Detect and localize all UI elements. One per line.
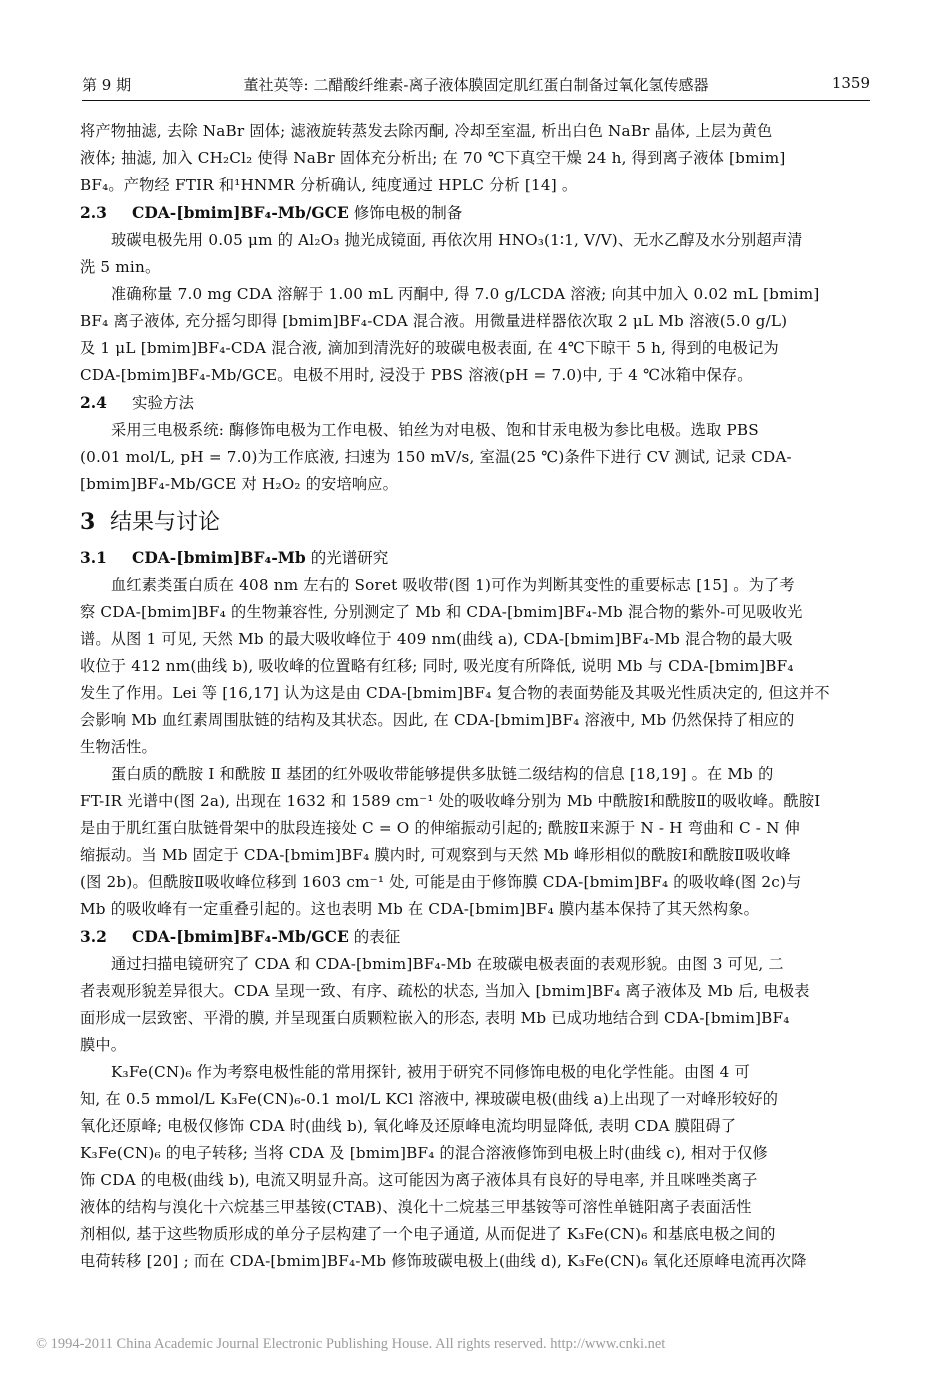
text-line: 洗 5 min。 bbox=[80, 258, 161, 276]
paragraph-experimental-method bbox=[80, 417, 880, 498]
text-line: (图 2b)。但酰胺Ⅱ吸收峰位移到 1603 cm⁻¹ 处, 可能是由于修饰膜 CDA-[bmim]BF₄ 的吸收峰(图 2c)与 bbox=[80, 873, 802, 891]
text-line: 缩振动。当 Mb 固定于 CDA-[bmim]BF₄ 膜内时, 可观察到与天然 Mb 峰形相似的酰胺Ⅰ和酰胺Ⅱ吸收峰 bbox=[80, 846, 791, 864]
section-number: 3.1 bbox=[80, 548, 107, 567]
section-heading-3-2 bbox=[80, 923, 880, 951]
paragraph-ftir bbox=[80, 761, 880, 923]
text-line: 液体的结构与溴化十六烷基三甲基铵(CTAB)、溴化十二烷基三甲基铵等可溶性单链阳离子表面活性 bbox=[80, 1198, 752, 1216]
section-number: 3 bbox=[80, 509, 96, 535]
text-line: 玻碳电极先用 0.05 μm 的 Al₂O₃ 抛光成镜面, 再依次用 HNO₃(1∶1, V/V)、无水乙醇及水分别超声清 bbox=[111, 231, 803, 249]
running-header bbox=[82, 70, 870, 101]
paragraph-electrode-preparation bbox=[80, 281, 880, 389]
text-line: K₃Fe(CN)₆ 的电子转移; 当将 CDA 及 [bmim]BF₄ 的混合溶液修饰到电极上时(曲线 c), 相对于仅修 bbox=[80, 1144, 768, 1162]
paragraph-ionic-liquid-synthesis bbox=[80, 118, 880, 199]
page-number: 1359 bbox=[831, 74, 870, 92]
section-title-bold: CDA-[bmim]BF₄-Mb/GCE bbox=[132, 203, 349, 222]
section-title-rest: 的表征 bbox=[348, 928, 401, 946]
section-heading-2-4 bbox=[80, 389, 880, 417]
text-line: K₃Fe(CN)₆ 作为考察电极性能的常用探针, 被用于研究不同修饰电极的电化学性能。由图 4 可 bbox=[111, 1063, 750, 1081]
text-line: 电荷转移 [20] ; 而在 CDA-[bmim]BF₄-Mb 修饰玻碳电极上(曲线 d), K₃Fe(CN)₆ 氧化还原峰电流再次降 bbox=[80, 1252, 807, 1270]
paragraph-electrode-polishing bbox=[80, 227, 880, 281]
text-line: BF₄ 离子液体, 充分摇匀即得 [bmim]BF₄-CDA 混合液。用微量进样器依次取 2 μL Mb 溶液(5.0 g/L) bbox=[80, 312, 788, 330]
text-line: 是由于肌红蛋白肽链骨架中的肽段连接处 C = O 的伸缩振动引起的; 酰胺Ⅱ来源于 N - H 弯曲和 C - N 伸 bbox=[80, 819, 801, 837]
section-title-rest: 实验方法 bbox=[132, 394, 195, 412]
text-line: 采用三电极系统: 酶修饰电极为工作电极、铂丝为对电极、饱和甘汞电极为参比电极。选取 PBS bbox=[111, 421, 759, 439]
text-line: (0.01 mol/L, pH = 7.0)为工作底液, 扫速为 150 mV/s, 室温(25 ℃)条件下进行 CV 测试, 记录 CDA- bbox=[80, 448, 792, 466]
section-title-rest: 修饰电极的制备 bbox=[348, 204, 463, 222]
text-line: 者表观形貌差异很大。CDA 呈现一致、有序、疏松的状态, 当加入 [bmim]BF₄ 离子液体及 Mb 后, 电极表 bbox=[80, 982, 810, 1000]
text-line: 饰 CDA 的电极(曲线 b), 电流又明显升高。这可能因为离子液体具有良好的导电率, 并且咪唑类离子 bbox=[80, 1171, 758, 1189]
text-line: 生物活性。 bbox=[80, 738, 157, 756]
section-heading-2-3 bbox=[80, 199, 880, 227]
text-line: 察 CDA-[bmim]BF₄ 的生物兼容性, 分别测定了 Mb 和 CDA-[bmim]BF₄-Mb 混合物的紫外-可见吸收光 bbox=[80, 603, 803, 621]
text-line: [bmim]BF₄-Mb/GCE 对 H₂O₂ 的安培响应。 bbox=[80, 475, 399, 493]
text-line: 收位于 412 nm(曲线 b), 吸收峰的位置略有红移; 同时, 吸光度有所降低, 说明 Mb 与 CDA-[bmim]BF₄ bbox=[80, 657, 794, 675]
text-line: 液体; 抽滤, 加入 CH₂Cl₂ 使得 NaBr 固体充分析出; 在 70 ℃下真空干燥 24 h, 得到离子液体 [bmim] bbox=[80, 149, 786, 167]
text-line: 面形成一层致密、平滑的膜, 并呈现蛋白质颗粒嵌入的形态, 表明 Mb 已成功地结合到 CDA-[bmim]BF₄ bbox=[80, 1009, 790, 1027]
text-line: BF₄。产物经 FTIR 和¹HNMR 分析确认, 纯度通过 HPLC 分析 [14] 。 bbox=[80, 176, 578, 194]
paragraph-ferricyanide-probe bbox=[80, 1059, 880, 1275]
section-title: 结果与讨论 bbox=[110, 510, 221, 535]
text-line: 谱。从图 1 可见, 天然 Mb 的最大吸收峰位于 409 nm(曲线 a), CDA-[bmim]BF₄-Mb 混合物的最大吸 bbox=[80, 630, 793, 648]
section-number: 2.3 bbox=[80, 203, 107, 222]
section-heading-3-1 bbox=[80, 544, 880, 572]
text-line: 剂相似, 基于这些物质形成的单分子层构建了一个电子通道, 从而促进了 K₃Fe(CN)₆ 和基底电极之间的 bbox=[80, 1225, 776, 1243]
section-number: 2.4 bbox=[80, 393, 107, 412]
section-title-bold: CDA-[bmim]BF₄-Mb/GCE bbox=[132, 927, 349, 946]
text-line: 及 1 μL [bmim]BF₄-CDA 混合液, 滴加到清洗好的玻碳电极表面, 在 4℃下晾干 5 h, 得到的电极记为 bbox=[80, 339, 779, 357]
section-title-bold: CDA-[bmim]BF₄-Mb bbox=[132, 548, 306, 567]
text-line: 将产物抽滤, 去除 NaBr 固体; 滤液旋转蒸发去除丙酮, 冷却至室温, 析出白色 NaBr 晶体, 上层为黄色 bbox=[80, 122, 773, 140]
article-body bbox=[80, 118, 880, 1275]
text-line: 膜中。 bbox=[80, 1036, 127, 1054]
text-line: 会影响 Mb 血红素周围肽链的结构及其状态。因此, 在 CDA-[bmim]BF₄ 溶液中, Mb 仍然保持了相应的 bbox=[80, 711, 795, 729]
section-number: 3.2 bbox=[80, 927, 107, 946]
section-title-rest: 的光谱研究 bbox=[305, 549, 389, 567]
text-line: 准确称量 7.0 mg CDA 溶解于 1.00 mL 丙酮中, 得 7.0 g/LCDA 溶液; 向其中加入 0.02 mL [bmim] bbox=[111, 285, 820, 303]
running-title: 董社英等: 二醋酸纤维素-离子液体膜固定肌红蛋白制备过氧化氢传感器 bbox=[243, 76, 709, 94]
paragraph-sem bbox=[80, 951, 880, 1059]
text-line: Mb 的吸收峰有一定重叠引起的。这也表明 Mb 在 CDA-[bmim]BF₄ 膜内基本保持了其天然构象。 bbox=[80, 900, 760, 918]
text-line: 知, 在 0.5 mmol/L K₃Fe(CN)₆-0.1 mol/L KCl 溶液中, 裸玻碳电极(曲线 a)上出现了一对峰形较好的 bbox=[80, 1090, 779, 1108]
text-line: FT-IR 光谱中(图 2a), 出现在 1632 和 1589 cm⁻¹ 处的吸收峰分别为 Mb 中酰胺Ⅰ和酰胺Ⅱ的吸收峰。酰胺Ⅰ bbox=[80, 792, 821, 810]
text-line: 通过扫描电镜研究了 CDA 和 CDA-[bmim]BF₄-Mb 在玻碳电极表面的表观形貌。由图 3 可见, 二 bbox=[111, 955, 784, 973]
text-line: 氧化还原峰; 电极仅修饰 CDA 时(曲线 b), 氧化峰及还原峰电流均明显降低, 表明 CDA 膜阻碍了 bbox=[80, 1117, 737, 1135]
text-line: 蛋白质的酰胺 Ⅰ 和酰胺 Ⅱ 基团的红外吸收带能够提供多肽链二级结构的信息 [18,19] 。在 Mb 的 bbox=[111, 765, 774, 783]
section-heading-3 bbox=[80, 500, 880, 544]
text-line: 发生了作用。Lei 等 [16,17] 认为这是由 CDA-[bmim]BF₄ 复合物的表面势能及其吸光性质决定的, 但这并不 bbox=[80, 684, 830, 702]
copyright-footer: © 1994-2011 China Academic Journal Electronic Publishing House. All rights reserved. http://www.cnki.net bbox=[36, 1336, 666, 1352]
text-line: 血红素类蛋白质在 408 nm 左右的 Soret 吸收带(图 1)可作为判断其变性的重要标志 [15] 。为了考 bbox=[111, 576, 795, 594]
issue-number: 第 9 期 bbox=[82, 76, 132, 94]
text-line: CDA-[bmim]BF₄-Mb/GCE。电极不用时, 浸没于 PBS 溶液(pH = 7.0)中, 于 4 ℃冰箱中保存。 bbox=[80, 366, 753, 384]
paragraph-uv-vis bbox=[80, 572, 880, 761]
